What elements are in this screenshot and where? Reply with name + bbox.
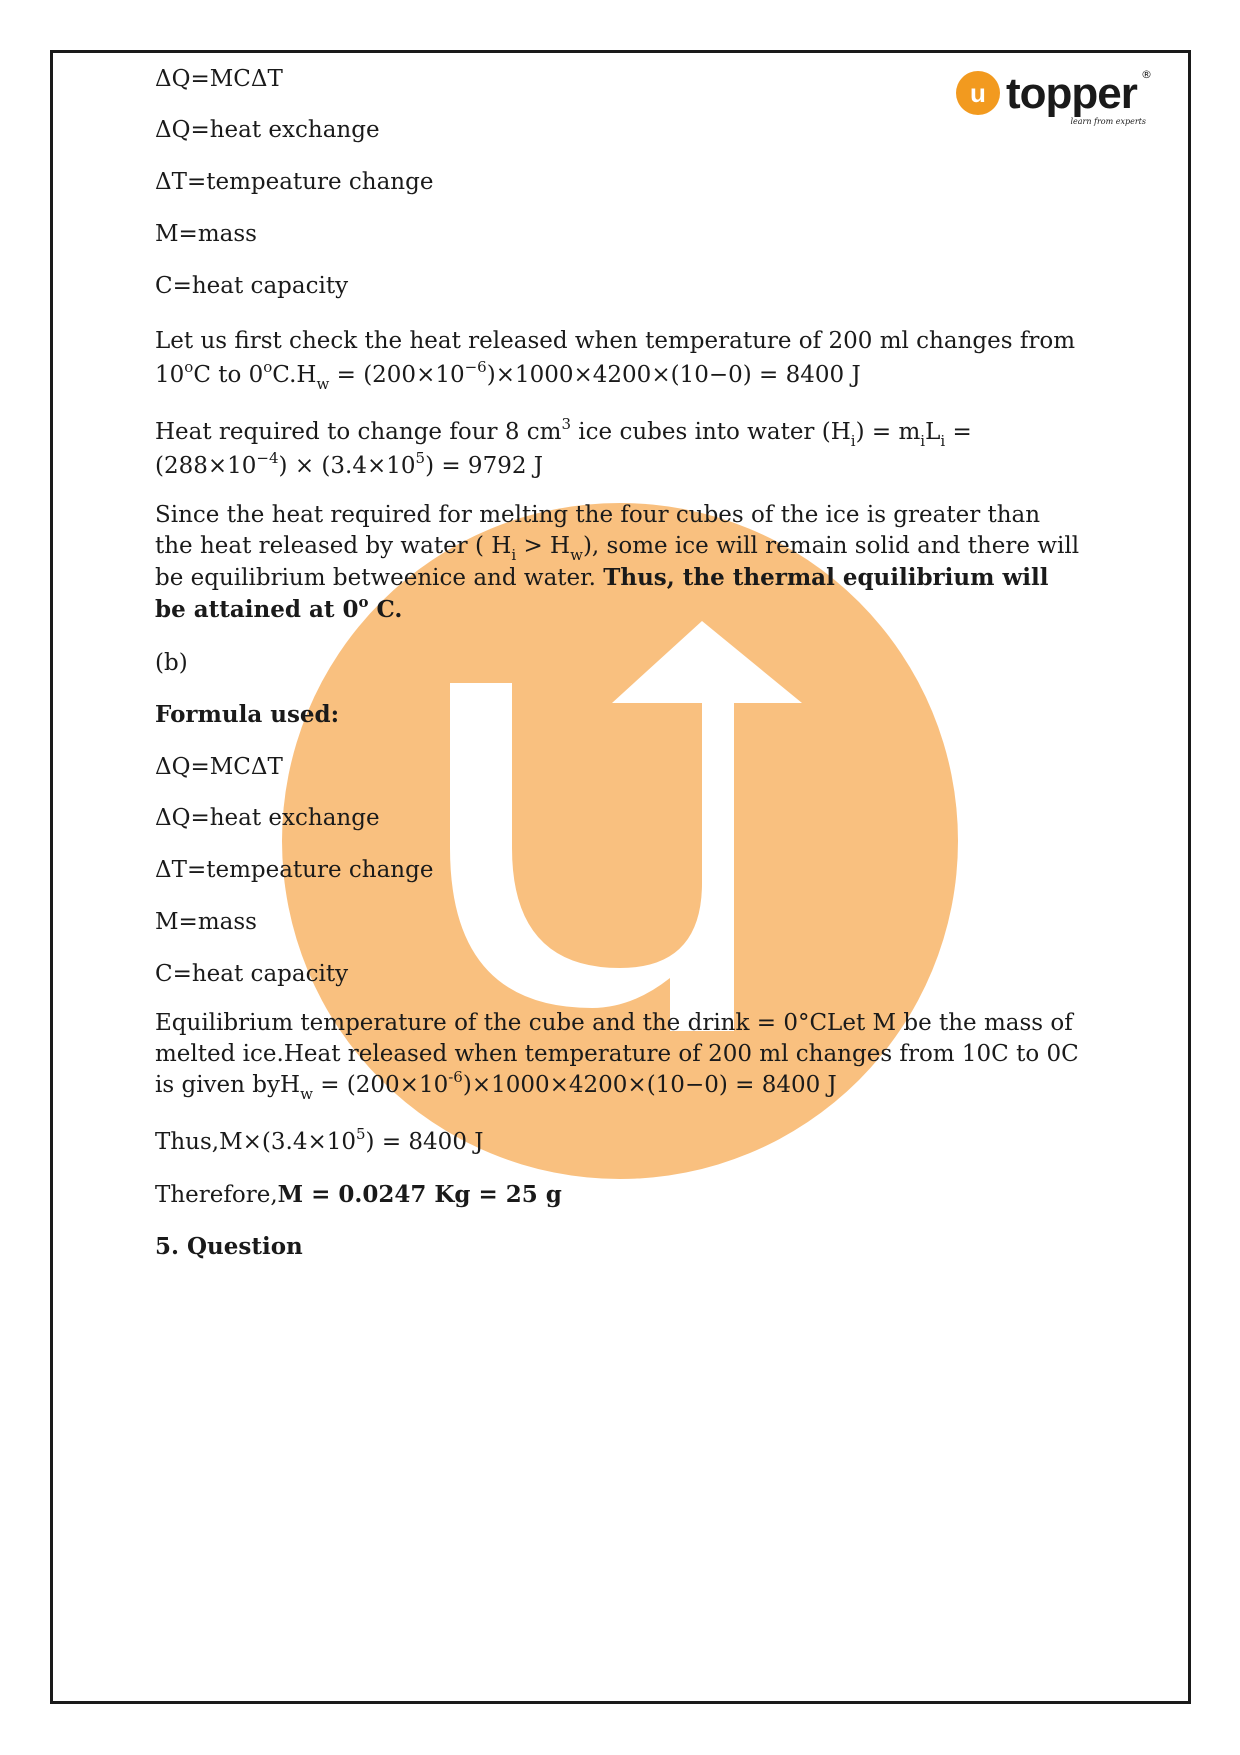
formula-used-heading: Formula used: [155,701,340,728]
formula-a-line5: C=heat capacity [155,273,349,299]
since-paragraph: Since the heat required for melting the four cubes of the ice is greater than the heat released by water ( $H_i > H_w$), some ice will remain solid and there will be equilibrium betweenice and water. Thus, the thermal equilibrium will be attained at 0$^o$ C. [155,502,1080,623]
check-heat-paragraph: Let us first check the heat released when temperature of 200 ml changes from 10$^o$C to $0^oC.H_w = (200\times 10^{-6})\times 1000\times 4200\times(10-0) = 8400$ J [155,328,1075,393]
formula-b-line3: ΔT=tempeature change [155,857,434,883]
formula-b-line4: M=mass [155,909,257,935]
logo-letter: u [970,78,986,108]
formula-a-line3: ΔT=tempeature change [155,169,434,195]
heat-required-paragraph: Heat required to change four 8 $cm^3$ ice cubes into water $(H_i) = m_iL_i = (288\times 10^{-4}) \times (3.4\times 10^5) = 9792$ J [155,415,972,479]
therefore-line: Therefore,M = 0.0247 Kg = 25 g [155,1181,562,1208]
conclusion-bold: Thus, the thermal equilibrium will be attained at 0$^o$ C. [155,564,1049,623]
formula-a-line2: ΔQ=heat exchange [155,117,380,143]
question-heading: 5. Question [155,1233,303,1260]
logo-wordmark: topper [1006,69,1137,118]
formula-a-line1: ΔQ=MCΔT [155,66,283,92]
part-b-label: (b) [155,650,188,676]
logo-tagline: learn from experts [1070,117,1146,126]
formula-b-line2: ΔQ=heat exchange [155,805,380,831]
utopper-logo [956,66,1152,130]
logo-registered: ® [1141,68,1152,81]
equilibrium-paragraph: Equilibrium temperature of the cube and the drink = 0°CLet M be the mass of melted ice.Heat released when temperature of 200 ml changes from 10C to 0C is given $byH_w = (200\times 10^{-6})\times 1000\times 4200\times(10-0) = 8400$ J [155,1010,1079,1103]
thus-line: $Thus,M\times(3.4\times 10^5) = 8400$ J [155,1125,484,1155]
formula-b-line1: ΔQ=MCΔT [155,754,283,780]
formula-b-line5: C=heat capacity [155,961,349,987]
formula-a-line4: M=mass [155,221,257,247]
answer-bold: M = 0.0247 Kg = 25 g [277,1181,562,1208]
